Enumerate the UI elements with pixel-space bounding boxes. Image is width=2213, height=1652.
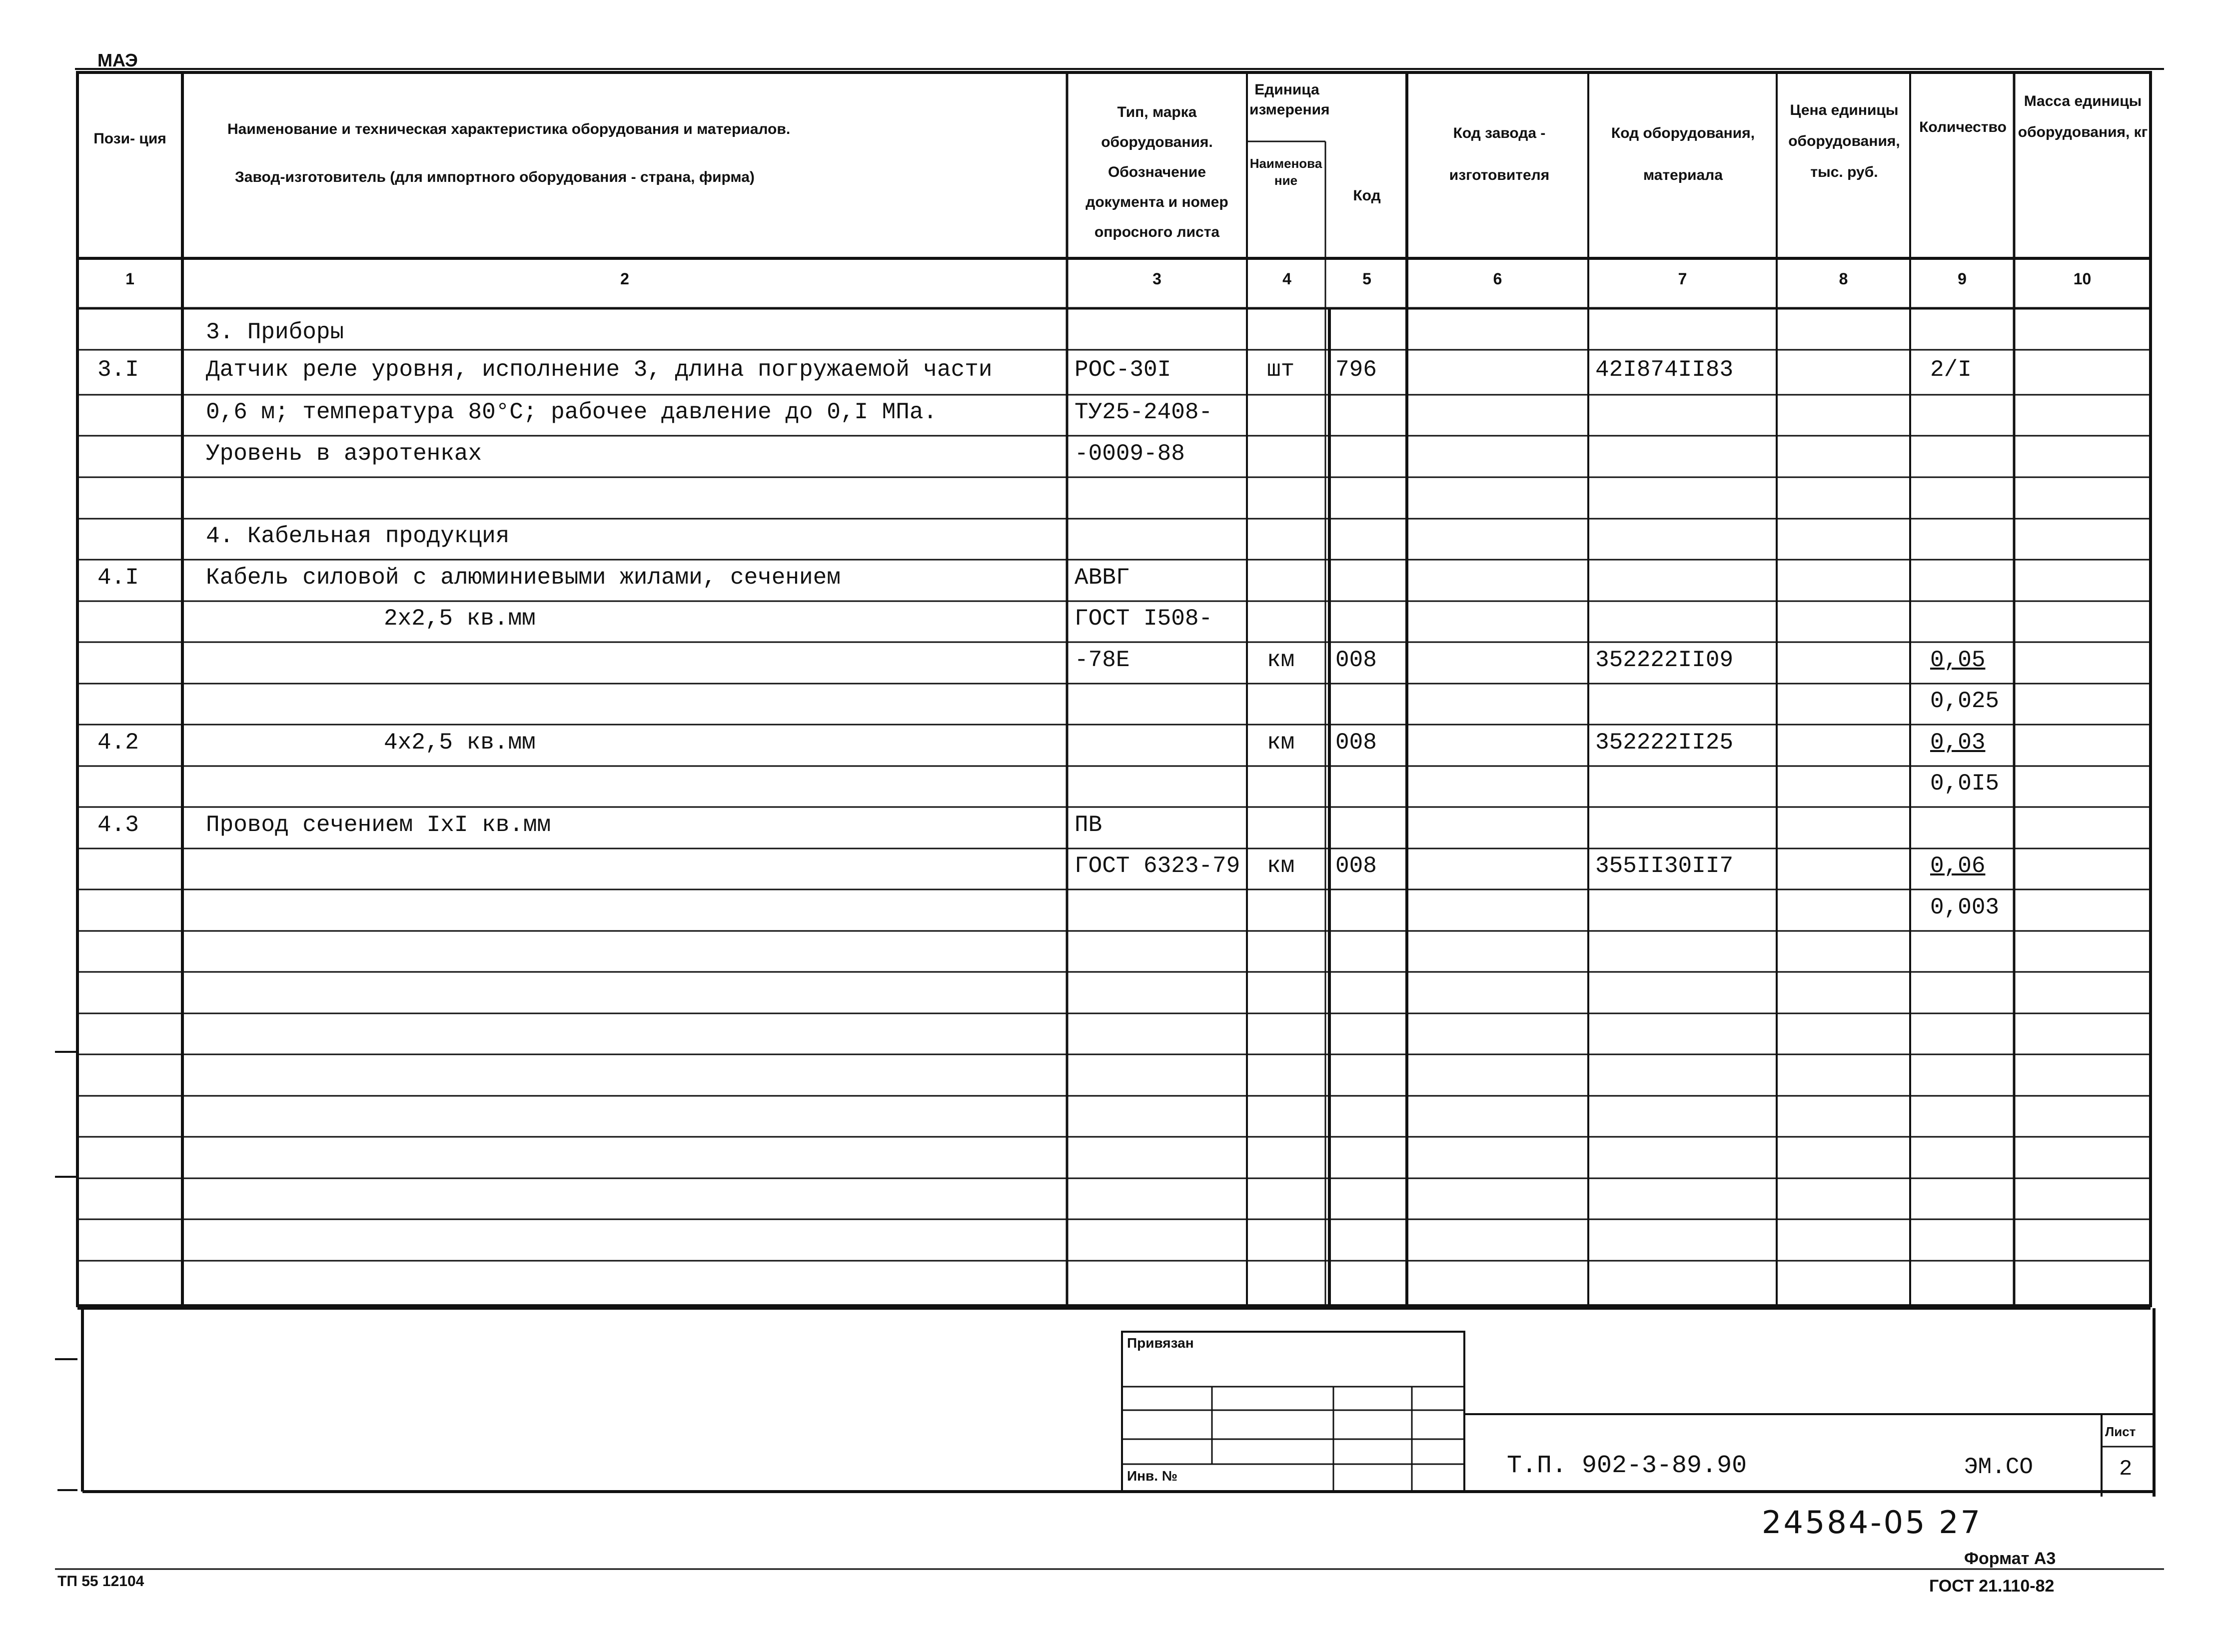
row-unit-name: км <box>1267 853 1295 879</box>
header-position: Пози- ция <box>93 130 166 147</box>
header-price: Цена единицы оборудования, тыс. руб. <box>1788 102 1900 180</box>
row-material-code: 42I874II83 <box>1595 357 1734 383</box>
row-position: 4.I <box>97 565 139 591</box>
col-number-6: 6 <box>1493 270 1502 288</box>
row-name: Уровень в аэротенках <box>206 441 482 467</box>
col-number-7: 7 <box>1678 270 1687 288</box>
col-number-1: 1 <box>125 270 134 288</box>
gost-label: ГОСТ 21.110-82 <box>1929 1577 2055 1596</box>
header-material-code: Код оборудования, материала <box>1611 125 1755 183</box>
row-type-mark: ТУ25-2408- <box>1075 399 1213 425</box>
row-type-mark: -78Е <box>1075 647 1130 673</box>
row-name: 4х2,5 кв.мм <box>384 730 536 756</box>
corner-mark: МАЭ <box>97 50 138 70</box>
row-unit-code: 008 <box>1335 730 1377 756</box>
row-material-code: 352222II25 <box>1595 730 1734 756</box>
col-number-10: 10 <box>2073 270 2092 288</box>
row-type-mark: ГОСТ 6323-79 <box>1075 853 1240 879</box>
stamp-attached-label: Привязан <box>1127 1335 1194 1351</box>
col-number-5: 5 <box>1362 270 1371 288</box>
header-type: Тип, марка оборудования. Обозначение документа и номер опросного листа <box>1086 104 1228 240</box>
col-number-3: 3 <box>1152 270 1161 288</box>
row-position: 4.2 <box>97 730 139 756</box>
row-unit-code: 796 <box>1335 357 1377 383</box>
row-quantity: 2/I <box>1930 357 1972 383</box>
col-number-4: 4 <box>1282 270 1291 288</box>
row-type-mark: ПВ <box>1075 812 1103 838</box>
document-number: Т.П. 902-3-89.90 <box>1507 1452 1747 1480</box>
row-type-mark: ГОСТ I508- <box>1075 606 1213 632</box>
bottom-left-code: ТП 55 12104 <box>57 1573 144 1590</box>
row-unit-code: 008 <box>1335 853 1377 879</box>
row-name: Кабель силовой с алюминиевыми жилами, сечением <box>206 565 841 591</box>
row-type-mark: -0009-88 <box>1075 441 1185 467</box>
sheet-label: Лист <box>2105 1424 2136 1439</box>
header-name-line1: Наименование и техническая характеристика оборудования и материалов. <box>227 121 791 137</box>
row-name: 0,6 м; температура 80°С; рабочее давление до 0,I МПа. <box>206 399 938 425</box>
row-quantity: 0,025 <box>1930 688 2000 714</box>
row-position: 3.I <box>97 357 139 383</box>
row-quantity: 0,03 <box>1930 730 1986 756</box>
row-name: Датчик реле уровня, исполнение 3, длина погружаемой части <box>206 357 993 383</box>
header-quantity: Количество <box>1919 119 2007 135</box>
row-name: 3. Приборы <box>206 319 344 345</box>
row-type-mark: РОС-30I <box>1075 357 1171 383</box>
header-unit-name: Наименование <box>1249 156 1322 188</box>
row-name: 4. Кабельная продукция <box>206 523 510 549</box>
handwritten-inventory-number: 24584-05 27 <box>1762 1504 1983 1541</box>
header-mass: Масса единицы оборудования, кг <box>2018 93 2148 140</box>
row-position: 4.3 <box>97 812 139 838</box>
row-quantity: 0,06 <box>1930 853 1986 879</box>
row-name: 2х2,5 кв.мм <box>384 606 536 632</box>
header-factory-code: Код завода - изготовителя <box>1449 125 1550 183</box>
row-unit-name: км <box>1267 647 1295 673</box>
row-material-code: 355II30II7 <box>1595 853 1734 879</box>
row-type-mark: АВВГ <box>1075 565 1130 591</box>
row-quantity: 0,003 <box>1930 894 2000 920</box>
header-name-line2: Завод-изготовитель (для импортного оборудования - страна, фирма) <box>235 169 755 185</box>
col-number-2: 2 <box>620 270 629 288</box>
row-unit-code: 008 <box>1335 647 1377 673</box>
row-material-code: 352222II09 <box>1595 647 1734 673</box>
stamp-inventory-label: Инв. № <box>1127 1468 1178 1484</box>
row-unit-name: шт <box>1267 357 1295 383</box>
document-code: ЭМ.СО <box>1964 1454 2034 1480</box>
format-label: Формат А3 <box>1964 1549 2056 1568</box>
col-number-8: 8 <box>1839 270 1848 288</box>
row-quantity: 0,05 <box>1930 647 1986 673</box>
sheet-number: 2 <box>2119 1457 2133 1482</box>
header-unit-group: Единица измерения <box>1249 81 1330 118</box>
row-name: Провод сечением IхI кв.мм <box>206 812 551 838</box>
row-unit-name: км <box>1267 730 1295 756</box>
header-unit-code: Код <box>1353 187 1381 204</box>
col-number-9: 9 <box>1958 270 1967 288</box>
row-quantity: 0,0I5 <box>1930 771 2000 797</box>
